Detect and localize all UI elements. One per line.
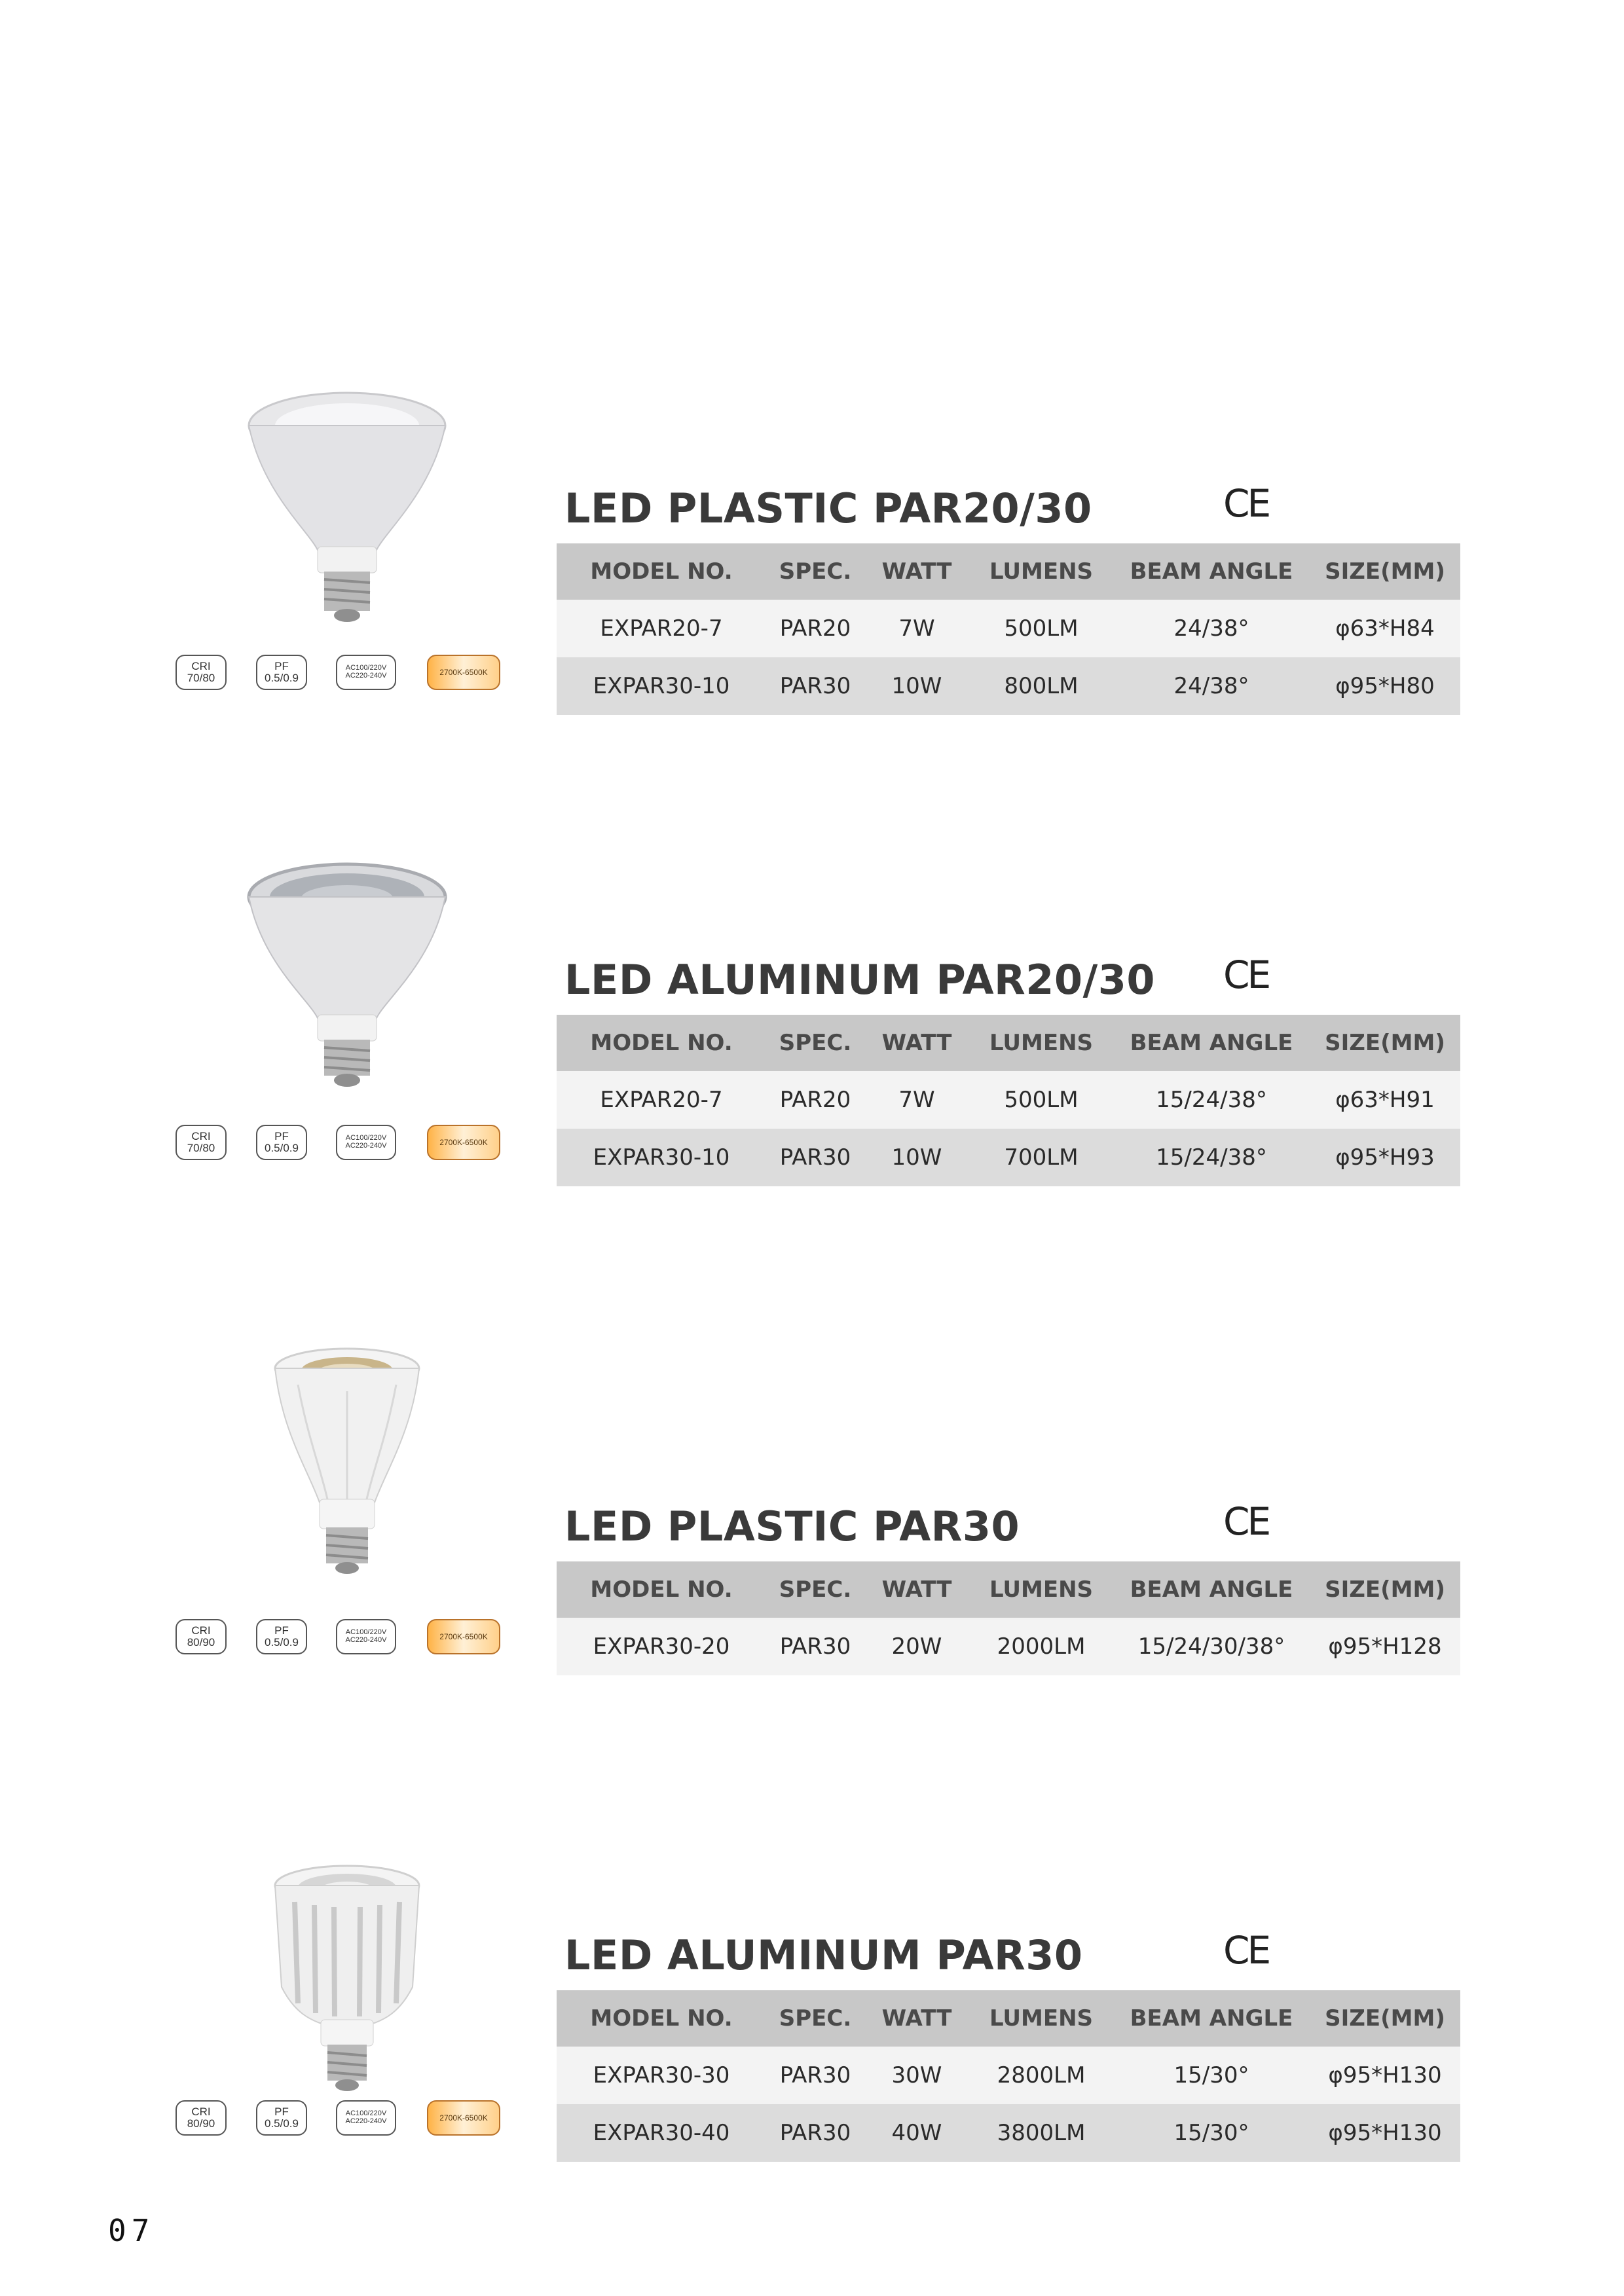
cell-model: EXPAR30-10 [557, 657, 766, 715]
cri-badge [175, 1125, 227, 1160]
cct-badge [427, 655, 500, 690]
cell-size: φ95*H93 [1310, 1129, 1460, 1186]
header-beam-angle: BEAM ANGLE [1113, 1990, 1310, 2047]
product-section-plastic-par30 [0, 1339, 1624, 1732]
cell-lumens: 800LM [969, 657, 1113, 715]
cell-size: φ95*H130 [1310, 2104, 1460, 2162]
table-header-row [557, 1561, 1460, 1618]
pf-badge [256, 655, 307, 690]
pf-value: 0.5/0.9 [265, 1636, 299, 1649]
cell-model: EXPAR20-7 [557, 1071, 766, 1129]
aluminum-par30-finned-lamp-icon [236, 1856, 458, 2105]
product-title: LED ALUMINUM PAR20/30 [564, 956, 1155, 1004]
cell-spec: PAR20 [766, 1071, 864, 1129]
header-lumens: LUMENS [969, 1990, 1113, 2047]
cell-model: EXPAR30-30 [557, 2047, 766, 2104]
cell-spec: PAR30 [766, 1618, 864, 1675]
voltage-line-2: AC220-240V [345, 672, 387, 680]
spec-table [557, 1990, 1460, 2162]
header-beam-angle: BEAM ANGLE [1113, 1561, 1310, 1618]
cell-watt: 7W [864, 1071, 969, 1129]
voltage-line-1: AC100/220V [345, 664, 387, 672]
header-lumens: LUMENS [969, 543, 1113, 600]
ce-mark: CE [1223, 1499, 1269, 1544]
cell-lumens: 500LM [969, 1071, 1113, 1129]
header-size: SIZE(MM) [1310, 543, 1460, 600]
cri-badge [175, 2100, 227, 2136]
table-row [557, 657, 1460, 715]
spec-table [557, 1561, 1460, 1675]
cell-model: EXPAR30-10 [557, 1129, 766, 1186]
cri-value: 70/80 [187, 672, 215, 684]
plastic-par-lamp-icon [236, 386, 458, 635]
cell-spec: PAR30 [766, 2047, 864, 2104]
voltage-line-2: AC220-240V [345, 1636, 387, 1644]
cell-size: φ63*H91 [1310, 1071, 1460, 1129]
header-spec: SPEC. [766, 1561, 864, 1618]
voltage-line-1: AC100/220V [345, 2109, 387, 2118]
cell-beam-angle: 24/38° [1113, 657, 1310, 715]
cell-watt: 20W [864, 1618, 969, 1675]
cri-badge [175, 655, 227, 690]
cell-lumens: 2800LM [969, 2047, 1113, 2104]
table-row [557, 1129, 1460, 1186]
pf-value: 0.5/0.9 [265, 1142, 299, 1154]
cell-size: φ95*H130 [1310, 2047, 1460, 2104]
table-row [557, 2104, 1460, 2162]
header-beam-angle: BEAM ANGLE [1113, 1015, 1310, 1071]
product-title: LED PLASTIC PAR20/30 [564, 484, 1092, 532]
table-row [557, 600, 1460, 657]
spec-table [557, 543, 1460, 715]
cell-beam-angle: 24/38° [1113, 600, 1310, 657]
cell-watt: 40W [864, 2104, 969, 2162]
table-header-row [557, 1015, 1460, 1071]
ce-mark: CE [1223, 1928, 1269, 1973]
header-model: MODEL NO. [557, 543, 766, 600]
cri-value: 80/90 [187, 1636, 215, 1649]
cell-model: EXPAR30-40 [557, 2104, 766, 2162]
ce-mark: CE [1223, 953, 1269, 997]
cell-beam-angle: 15/30° [1113, 2047, 1310, 2104]
cell-size: φ95*H128 [1310, 1618, 1460, 1675]
header-lumens: LUMENS [969, 1015, 1113, 1071]
header-watt: WATT [864, 1990, 969, 2047]
product-title: LED ALUMINUM PAR30 [564, 1931, 1083, 1979]
cell-lumens: 2000LM [969, 1618, 1113, 1675]
spec-badges [175, 1619, 503, 1658]
pf-label: PF [274, 1130, 289, 1143]
cell-model: EXPAR20-7 [557, 600, 766, 657]
cell-spec: PAR30 [766, 2104, 864, 2162]
cell-spec: PAR20 [766, 600, 864, 657]
pf-label: PF [274, 1624, 289, 1637]
ce-mark: CE [1223, 481, 1269, 526]
cct-badge [427, 1619, 500, 1654]
product-section-plastic-par20-30 [0, 380, 1624, 773]
cell-size: φ63*H84 [1310, 600, 1460, 657]
cell-lumens: 700LM [969, 1129, 1113, 1186]
voltage-line-1: AC100/220V [345, 1134, 387, 1142]
voltage-badge [336, 2100, 396, 2136]
cri-badge [175, 1619, 227, 1654]
pf-value: 0.5/0.9 [265, 672, 299, 684]
product-title: LED PLASTIC PAR30 [564, 1503, 1020, 1550]
header-lumens: LUMENS [969, 1561, 1113, 1618]
cell-watt: 30W [864, 2047, 969, 2104]
pf-badge [256, 1619, 307, 1654]
cct-value: 2700K-6500K [439, 1137, 488, 1147]
cct-value: 2700K-6500K [439, 2113, 488, 2123]
header-watt: WATT [864, 1015, 969, 1071]
header-watt: WATT [864, 543, 969, 600]
spec-badges [175, 655, 503, 694]
cct-value: 2700K-6500K [439, 1631, 488, 1641]
voltage-badge [336, 1619, 396, 1654]
pf-badge [256, 2100, 307, 2136]
cell-watt: 10W [864, 1129, 969, 1186]
cct-badge [427, 2100, 500, 2136]
header-model: MODEL NO. [557, 1561, 766, 1618]
table-header-row [557, 1990, 1460, 2047]
cri-label: CRI [191, 1624, 211, 1637]
pf-label: PF [274, 660, 289, 673]
plastic-par30-finned-lamp-icon [236, 1339, 458, 1588]
voltage-line-2: AC220-240V [345, 2117, 387, 2125]
header-size: SIZE(MM) [1310, 1990, 1460, 2047]
cell-watt: 10W [864, 657, 969, 715]
pf-badge [256, 1125, 307, 1160]
cri-label: CRI [191, 2105, 211, 2119]
cell-model: EXPAR30-20 [557, 1618, 766, 1675]
cell-lumens: 500LM [969, 600, 1113, 657]
cri-label: CRI [191, 660, 211, 673]
cell-size: φ95*H80 [1310, 657, 1460, 715]
product-section-aluminum-par30 [0, 1859, 1624, 2252]
pf-label: PF [274, 2105, 289, 2119]
header-beam-angle: BEAM ANGLE [1113, 543, 1310, 600]
cell-watt: 7W [864, 600, 969, 657]
spec-table [557, 1015, 1460, 1186]
cct-value: 2700K-6500K [439, 667, 488, 677]
table-header-row [557, 543, 1460, 600]
aluminum-par-lamp-icon [236, 851, 458, 1100]
product-section-aluminum-par20-30 [0, 851, 1624, 1244]
spec-badges [175, 1125, 503, 1164]
cell-beam-angle: 15/24/30/38° [1113, 1618, 1310, 1675]
voltage-badge [336, 1125, 396, 1160]
table-row [557, 1618, 1460, 1675]
spec-badges [175, 2100, 503, 2140]
cri-label: CRI [191, 1130, 211, 1143]
header-size: SIZE(MM) [1310, 1015, 1460, 1071]
cell-beam-angle: 15/24/38° [1113, 1071, 1310, 1129]
cri-value: 70/80 [187, 1142, 215, 1154]
voltage-badge [336, 655, 396, 690]
header-spec: SPEC. [766, 1015, 864, 1071]
cct-badge [427, 1125, 500, 1160]
cri-value: 80/90 [187, 2117, 215, 2130]
pf-value: 0.5/0.9 [265, 2117, 299, 2130]
table-row [557, 2047, 1460, 2104]
voltage-line-2: AC220-240V [345, 1142, 387, 1150]
voltage-line-1: AC100/220V [345, 1628, 387, 1637]
header-spec: SPEC. [766, 543, 864, 600]
table-row [557, 1071, 1460, 1129]
cell-lumens: 3800LM [969, 2104, 1113, 2162]
cell-beam-angle: 15/24/38° [1113, 1129, 1310, 1186]
header-watt: WATT [864, 1561, 969, 1618]
cell-beam-angle: 15/30° [1113, 2104, 1310, 2162]
header-spec: SPEC. [766, 1990, 864, 2047]
header-size: SIZE(MM) [1310, 1561, 1460, 1618]
header-model: MODEL NO. [557, 1015, 766, 1071]
header-model: MODEL NO. [557, 1990, 766, 2047]
cell-spec: PAR30 [766, 1129, 864, 1186]
cell-spec: PAR30 [766, 657, 864, 715]
page-number: 07 [108, 2213, 155, 2248]
